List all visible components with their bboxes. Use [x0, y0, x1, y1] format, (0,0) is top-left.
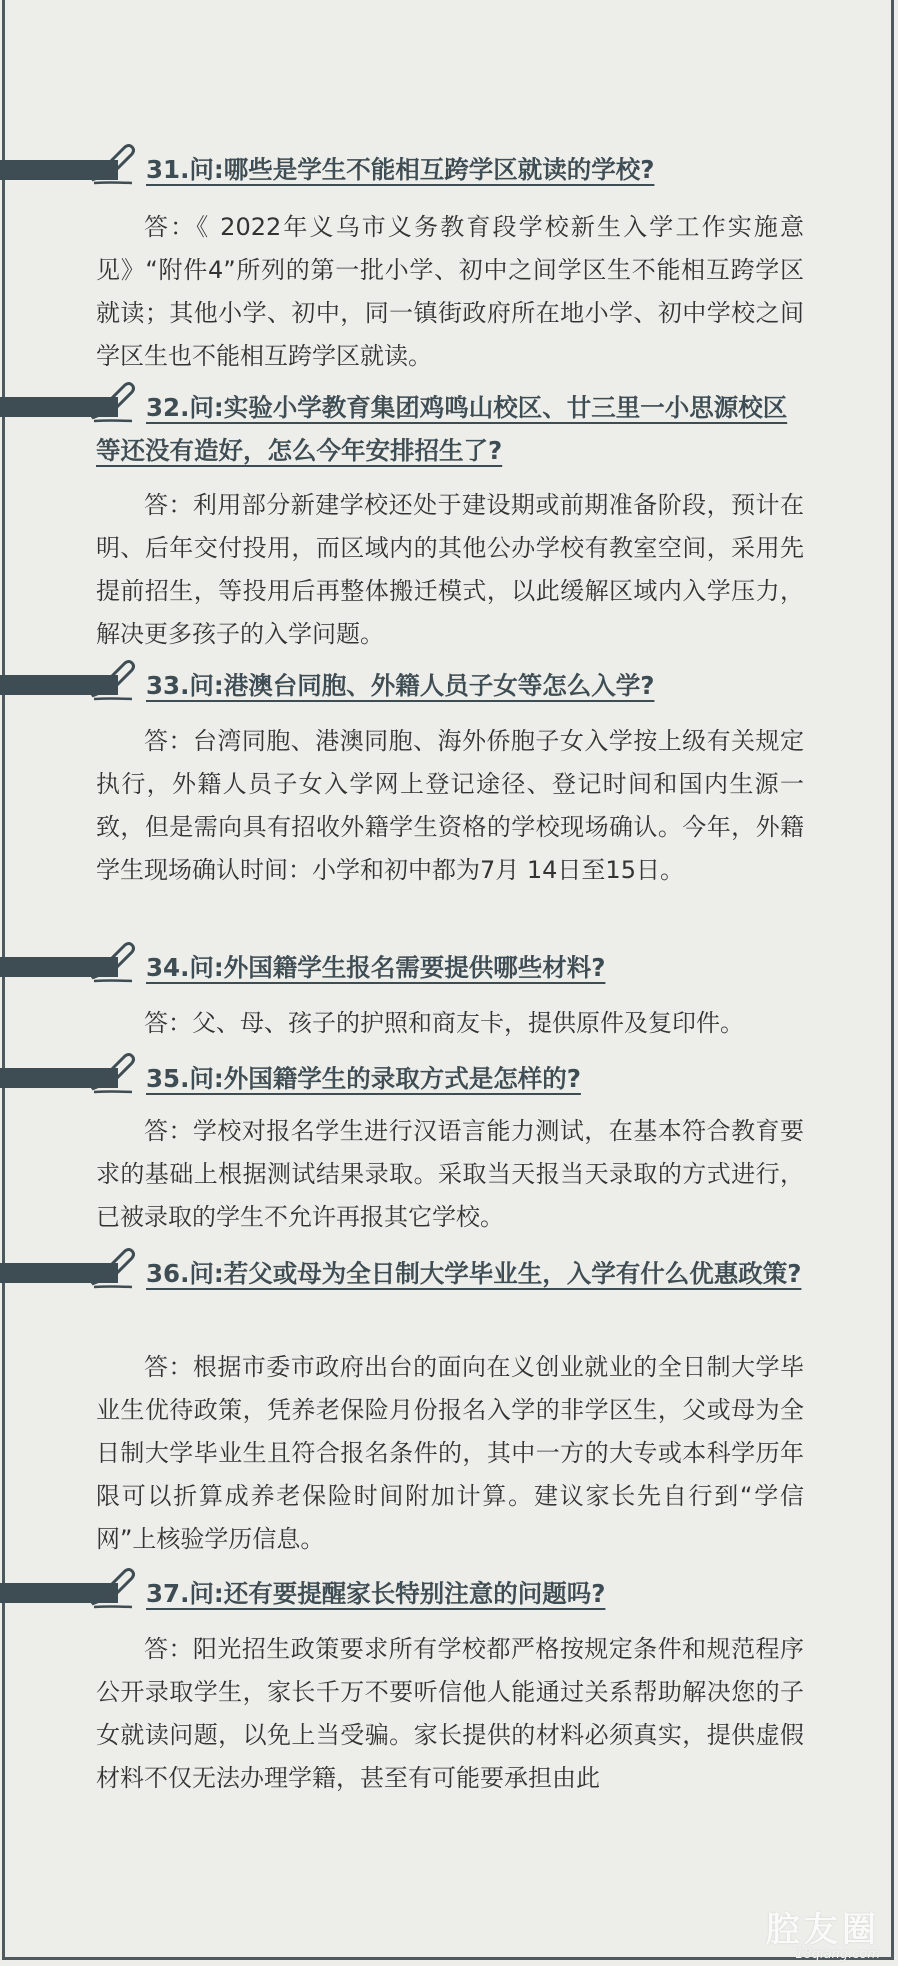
answer-text: 答：学校对报名学生进行汉语言能力测试，在基本符合教育要求的基础上根据测试结果录取。采取当天报当天录取的方式进行，已被录取的学生不允许再报其它学校。	[96, 1117, 804, 1231]
question-text: 35.问:外国籍学生的录取方式是怎样的?	[146, 1064, 581, 1093]
answer-text: 答：父、母、孩子的护照和商友卡，提供原件及复印件。	[144, 1009, 744, 1037]
answer-text: 答：台湾同胞、港澳同胞、海外侨胞子女入学按上级有关规定执行，外籍人员子女入学网上登记途径、登记时间和国内生源一致，但是需向具有招收外籍学生资格的学校现场确认。今年，外籍学生现场确认时间：小学和初中都为7月 14日至15日。	[96, 727, 804, 884]
question-text: 37.问:还有要提醒家长特别注意的问题吗?	[146, 1579, 606, 1608]
pen-writing-icon	[88, 142, 140, 186]
answer-text: 答：利用部分新建学校还处于建设期或前期准备阶段，预计在明、后年交付投用，而区域内的其他公办学校有教室空间，采用先提前招生，等投用后再整体搬迁模式，以此缓解区域内入学压力，解决更多孩子的入学问题。	[96, 491, 804, 648]
pen-writing-icon	[88, 940, 140, 984]
question-text: 34.问:外国籍学生报名需要提供哪些材料?	[146, 953, 606, 982]
pen-writing-icon	[88, 1566, 140, 1610]
pen-writing-icon	[88, 658, 140, 702]
answer-text: 答：根据市委市政府出台的面向在义创业就业的全日制大学毕业生优待政策，凭养老保险月份报名入学的非学区生，父或母为全日制大学毕业生且符合报名条件的，其中一方的大专或本科学历年限可以折算成养老保险时间附加计算。建议家长先自行到“学信网”上核验学历信息。	[96, 1353, 804, 1553]
answer-text: 答：阳光招生政策要求所有学校都严格按规定条件和规范程序公开录取学生，家长千万不要听信他人能通过关系帮助解决您的子女就读问题，以免上当受骗。家长提供的材料必须真实，提供虚假材料不仅无法办理学籍，甚至有可能要承担由此	[96, 1635, 804, 1792]
question-text: 32.问:实验小学教育集团鸡鸣山校区、廿三里一小思源校区等还没有造好，怎么今年安排招生了?	[96, 393, 788, 465]
question-text: 33.问:港澳台同胞、外籍人员子女等怎么入学?	[146, 671, 655, 700]
site-watermark	[766, 1912, 880, 1962]
question-text: 36.问:若父或母为全日制大学毕业生，入学有什么优惠政策?	[146, 1259, 802, 1288]
question-text: 31.问:哪些是学生不能相互跨学区就读的学校?	[146, 155, 655, 184]
watermark-url: 18qiang.com	[795, 1947, 880, 1962]
pen-writing-icon	[88, 1051, 140, 1095]
watermark-logo: 腔友圈	[766, 1910, 880, 1950]
answer-text: 答：《 2022年义乌市义务教育段学校新生入学工作实施意见》“附件4”所列的第一批小学、初中之间学区生不能相互跨学区就读；其他小学、初中，同一镇街政府所在地小学、初中学校之间学区生也不能相互跨学区就读。	[96, 213, 804, 370]
